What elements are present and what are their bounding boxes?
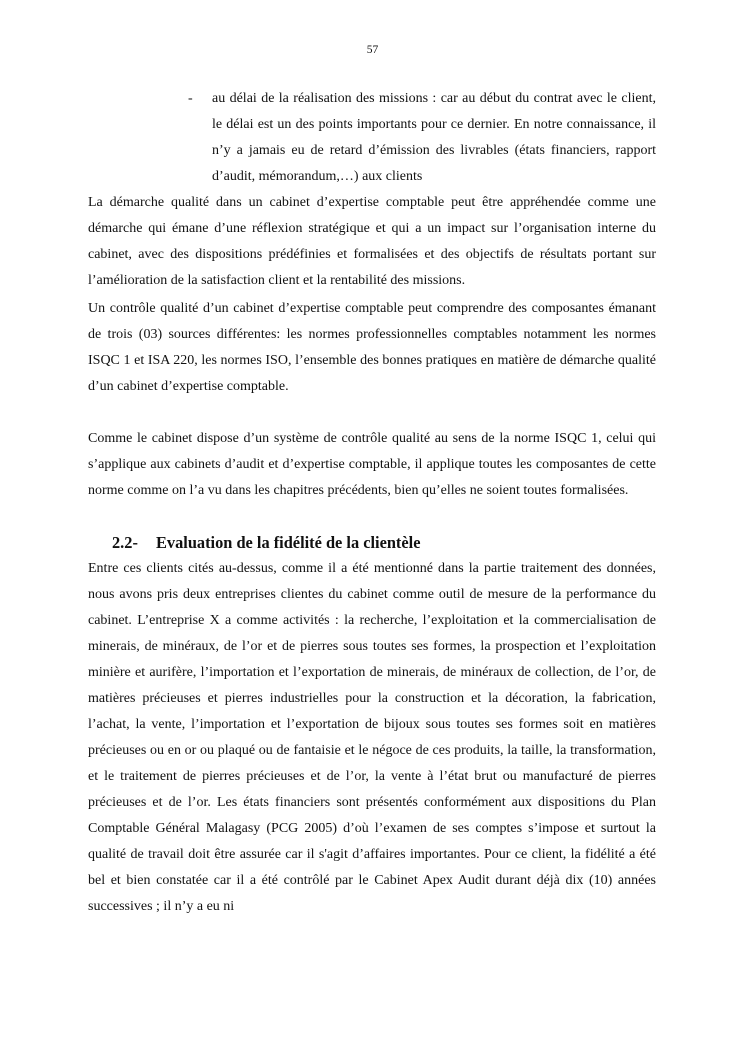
bullet-item [88,86,656,190]
page-number: 57 [366,44,379,56]
bullet-text: au délai de la réalisation des missions : car au début du contrat avec le client, le délai est un des points importants pour ce dernier. En notre connaissance, il n’y a jamais eu de retard d’émission des livrables (états financiers, rapport d’audit, mémorandum,…) aux clients [212,91,656,184]
section-title: Evaluation de la fidélité de la clientèle [156,533,421,552]
paragraph-quality-control: Un contrôle qualité d’un cabinet d’expertise comptable peut comprendre des composantes émanant de trois (03) sources différentes: les normes professionnelles comptables notamment les normes ISQC 1 et ISA 220, les normes ISO, l’ensemble des bonnes pratiques en matière de démarche qualité d’un cabinet d’expertise comptable. [88,301,656,394]
section-number: 2.2- [112,533,138,552]
paragraph-client-loyalty: Entre ces clients cités au-dessus, comme il a été mentionné dans la partie traitement des données, nous avons pris deux entreprises clientes du cabinet comme outil de mesure de la performance du cabinet. L’entreprise X a comme activités : la recherche, l’exploitation et la commercialisation de minerais, de minéraux, de l’or et de pierres sous toutes ses formes, la prospection et l’exploitation minière et aurifère, l’importation et l’exportation de minerais, de minéraux de collection, de l’or, de matières précieuses et pierres industrielles pour la construction et la décoration, la fabrication, l’achat, la vente, l’importation et l’exportation de bijoux sous toutes ses formes soit en matières précieuses ou en or ou plaqué ou de fantaisie et le négoce de ces produits, la taille, la transformation, et le traitement de pierres précieuses et de l’or, la vente à l’état brut ou manufacturé de pierres précieuses et de l’or. Les états financiers sont présentés conformément aux dispositions du Plan Comptable Général Malagasy (PCG 2005) d’où l’examen de ses comptes s’impose et surtout la qualité de travail doit être assurée car il s'agit d’affaires importantes. Pour ce client, la fidélité a été bel et bien constatée car il a été contrôlé par le Cabinet Apex Audit durant déjà dix (10) années successives ; il n’y a eu ni [88,561,656,914]
section-heading [88,530,656,556]
paragraph-isqc1: Comme le cabinet dispose d’un système de contrôle qualité au sens de la norme ISQC 1, celui qui s’applique aux cabinets d’audit et d’expertise comptable, il applique toutes les composantes de cette norme comme on l’a vu dans les chapitres précédents, bien qu’elles ne soient toutes formalisées. [88,431,656,498]
bullet-marker: - [188,91,193,106]
document-body [88,86,656,920]
paragraph-quality-approach: La démarche qualité dans un cabinet d’expertise comptable peut être appréhendée comme une démarche qui émane d’une réflexion stratégique et qui a un impact sur l’organisation interne du cabinet, avec des dispositions prédéfinies et formalisées et des objectifs de résultats portant sur l’amélioration de la satisfaction client et la rentabilité des missions. [88,195,656,288]
